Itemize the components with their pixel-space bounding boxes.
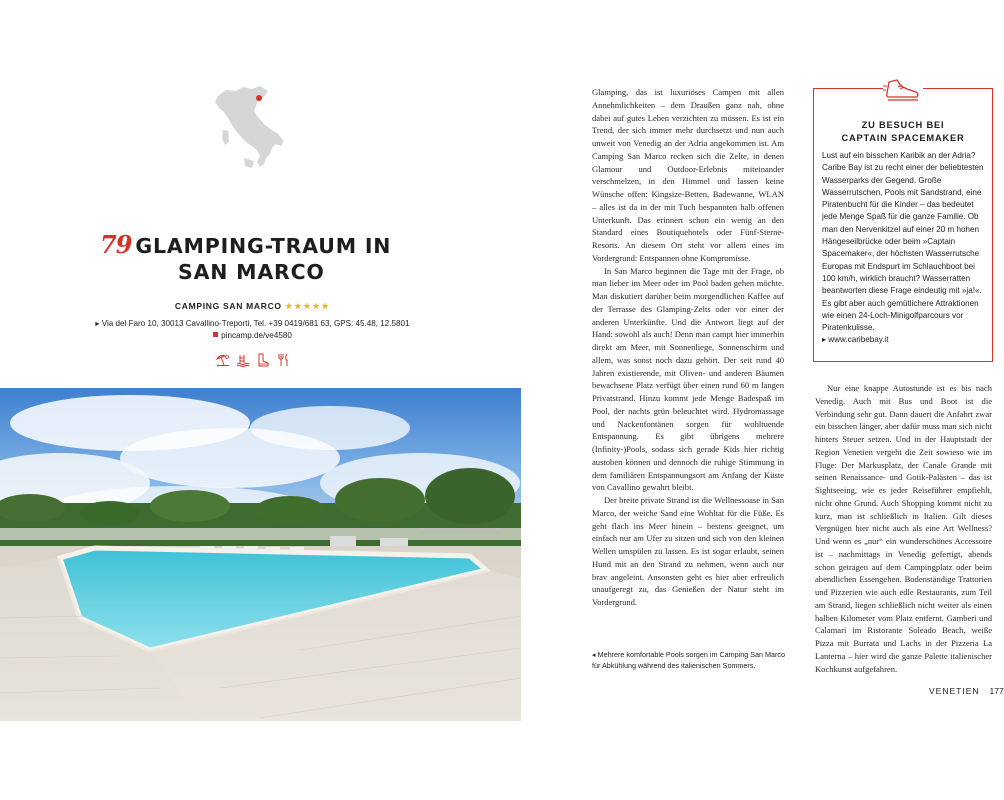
info-sidebox <box>813 88 993 362</box>
campsite-info <box>95 296 410 367</box>
body-paragraph: In San Marco beginnen die Tage mit der Frage, ob man lieber im Meer oder im Pool baden gehen möchte. Man diskutiert darüber beim morgendlichen Kaffee auf der Terrasse des Glamping-Zelts oder vor einer der anderen Unterkünfte. Und die Antwort liegt auf der Hand: sowohl als auch! Denn man campt hier immerhin direkt am Meer, mit Sonnenliege, Sonnenschirm und allem, was sonst noch dazu gehört. Der seit rund 40 Jahren existierende, mit Oliven- und anderen Bäumen bewachsene Platz verfügt über einen rund 60 m langen Privatstrand. Hinzu kommt jede Menge Badespaß im Pool, der nachts grün beleuchtet wird. Hydromassage und Nackenfontänen sorgen für wohltuende Entspannung. Es gibt übrigens mehrere (Infinity-)Pools, sodass sich gerade Kids hier richtig austoben können und dennoch die ruhige Stimmung in dem familiären Entspannungsort am Anfang der Küste von Cavallino gewahrt bleibt. <box>592 265 784 493</box>
campsite-name: CAMPING SAN MARCO <box>174 301 282 311</box>
sidebox-text: Lust auf ein bisschen Karibik an der Adria? Caribe Bay ist zu recht einer der beliebtesten Wasserparks der Gegend. Große Wasserrutschen, Pools mit Sandstrand, eine Piratenbucht für die Kinder – das bedeutet jede Menge Spaß für die ganze Familie. Ob man den Nervenkitzel auf einer 20 m hohen Hängeseilbrücke oder beim »Captain Spacemaker«, der höchsten Wasserrutsche Europas mit Endspurt im Schlauchboot bei 100 km/h, wirklich braucht? Wasserratten beantworten diese Frage eindeutig mit »ja!«. Es gibt aber auch gemütlichere Attraktionen wie einen 24-Loch-Minigolfparcours vor Piratenkulisse. <box>822 151 984 333</box>
pool-photo-image <box>0 388 521 721</box>
title-line-2: SAN MARCO <box>178 260 325 284</box>
article-title <box>100 232 430 285</box>
campsite-link[interactable]: pincamp.de/ve4580 <box>221 331 292 340</box>
body-paragraph: Glamping, das ist luxuriöses Campen mit allen Annehmlichkeiten – dem Draußen ganz nah, ohne dabei auf gutes Leben verzichten zu müssen. Es ist ein Trend, der sich immer mehr durchsetzt und nun auch unweit von Venedig an der Adria angekommen ist. Am Camping San Marco recken sich die Zelte, in denen Glamour und Outdoor-Erlebnis miteinander verschmelzen, in den Himmel und lassen keine Wünsche offen: Kingsize-Betten, Badewanne, WLAN – alles ist da in der mit Tuch bespannten halb offenen Unterkunft. Das erinnert schon ein wenig an den Standard eines Boutiquehotels oder Fünf-Sterne-Resorts. An diesem Ort steht vor allem eines im Vordergrund: Entspannen ohne Kompromisse. <box>592 87 784 263</box>
location-dot <box>256 95 262 101</box>
sidebox-link[interactable]: ▸ www.caribebay.it <box>822 335 889 345</box>
italy-map <box>210 82 290 174</box>
body-paragraph: Nur eine knappe Autostunde ist es bis nach Venedig. Auch mit Bus und Boot ist die Verbindung sehr gut. Dann dauert die Anfahrt zwar ein bisschen länger, aber dafür muss man sich nicht hinters Steuer setzen. Und in der Hauptstadt der Region Venetien vergeht die Zeit sowieso wie im Fluge: Der Markusplatz, der Canale Grande mit seinen Renaissance- und Gotik-Palästen – das ist Sightseeing, wie es jeder Reiseführer empfiehlt, nicht ohne Grund. Auch Shopping kommt nicht zu kurz, man ist schließlich in Italien. Gilt dieses Vergnügen hier nicht auch als eine Art Wellness? Und wenn es „nur“ ein wunderschönes Accessoire ist – nachmittags in Venedig gefertigt, abends schon getragen auf dem Campingplatz oder beim abendlichen Essengehen. Bodenständige Trattorien und Pizzerien wie auch edle Restaurants, zum Teil am Strand, liegen schließlich nicht weiter als einen halben Kilometer vom Platz entfernt. Gamberi und Calamari im Ristorante Soleado Beach, weiße Pizza mit Burrata und Lachs in der Pizzeria La Lanterna – hier wird die ganze Palette italienischer Kochkunst aufgefahren. <box>815 383 992 674</box>
restaurant-icon <box>276 353 290 367</box>
body-column-2 <box>815 382 992 675</box>
photo-caption: ◂ Mehrere komfortable Pools sorgen im Camping San Marco für Abkühlung während des italienischen Sommers. <box>592 650 785 670</box>
page-number: 177 <box>989 686 1004 696</box>
amenity-icons <box>95 353 410 367</box>
pool-icon <box>236 353 250 367</box>
running-shoe-icon <box>883 76 923 102</box>
link-marker-icon <box>213 332 218 337</box>
sidebox-title-line-2: CAPTAIN SPACEMAKER <box>841 133 965 143</box>
body-paragraph: Der breite private Strand ist die Wellnessoase in San Marco, der weiche Sand eine Wohltat für die Füße. Es geht flach ins Meer hinein – bestens geeignet, um einfach nur am Ufer zu sitzen und sich von den kleinen Wellen umspülen zu lassen. Es ist sogar erlaubt, seinen Hund mit an den Strand zu nehmen, wenn auch nur brav angeleint. Ansonsten geht es hier aber erfreulich unaufgeregt zu, das Genießen der Natur steht im Vordergrund. <box>592 495 784 607</box>
sidebox-title <box>822 119 984 145</box>
pool-photo <box>0 388 521 721</box>
campsite-address: ▸ Via del Faro 10, 30013 Cavallino-Treporti, Tel. +39 0419/681 63, GPS: 45.48, 12.5801 <box>95 319 410 328</box>
body-column-1 <box>592 86 784 609</box>
star-rating: ★★★★★ <box>284 301 331 311</box>
italy-map-icon <box>210 82 290 174</box>
sidebox-title-line-1: ZU BESUCH BEI <box>861 120 945 130</box>
footer-section: VENETIEN <box>929 686 980 696</box>
boot-icon <box>256 353 270 367</box>
article-number: 79 <box>100 230 132 259</box>
beach-umbrella-icon <box>216 353 230 367</box>
page-footer <box>929 686 1004 696</box>
title-line-1: GLAMPING-TRAUM IN <box>135 234 392 258</box>
